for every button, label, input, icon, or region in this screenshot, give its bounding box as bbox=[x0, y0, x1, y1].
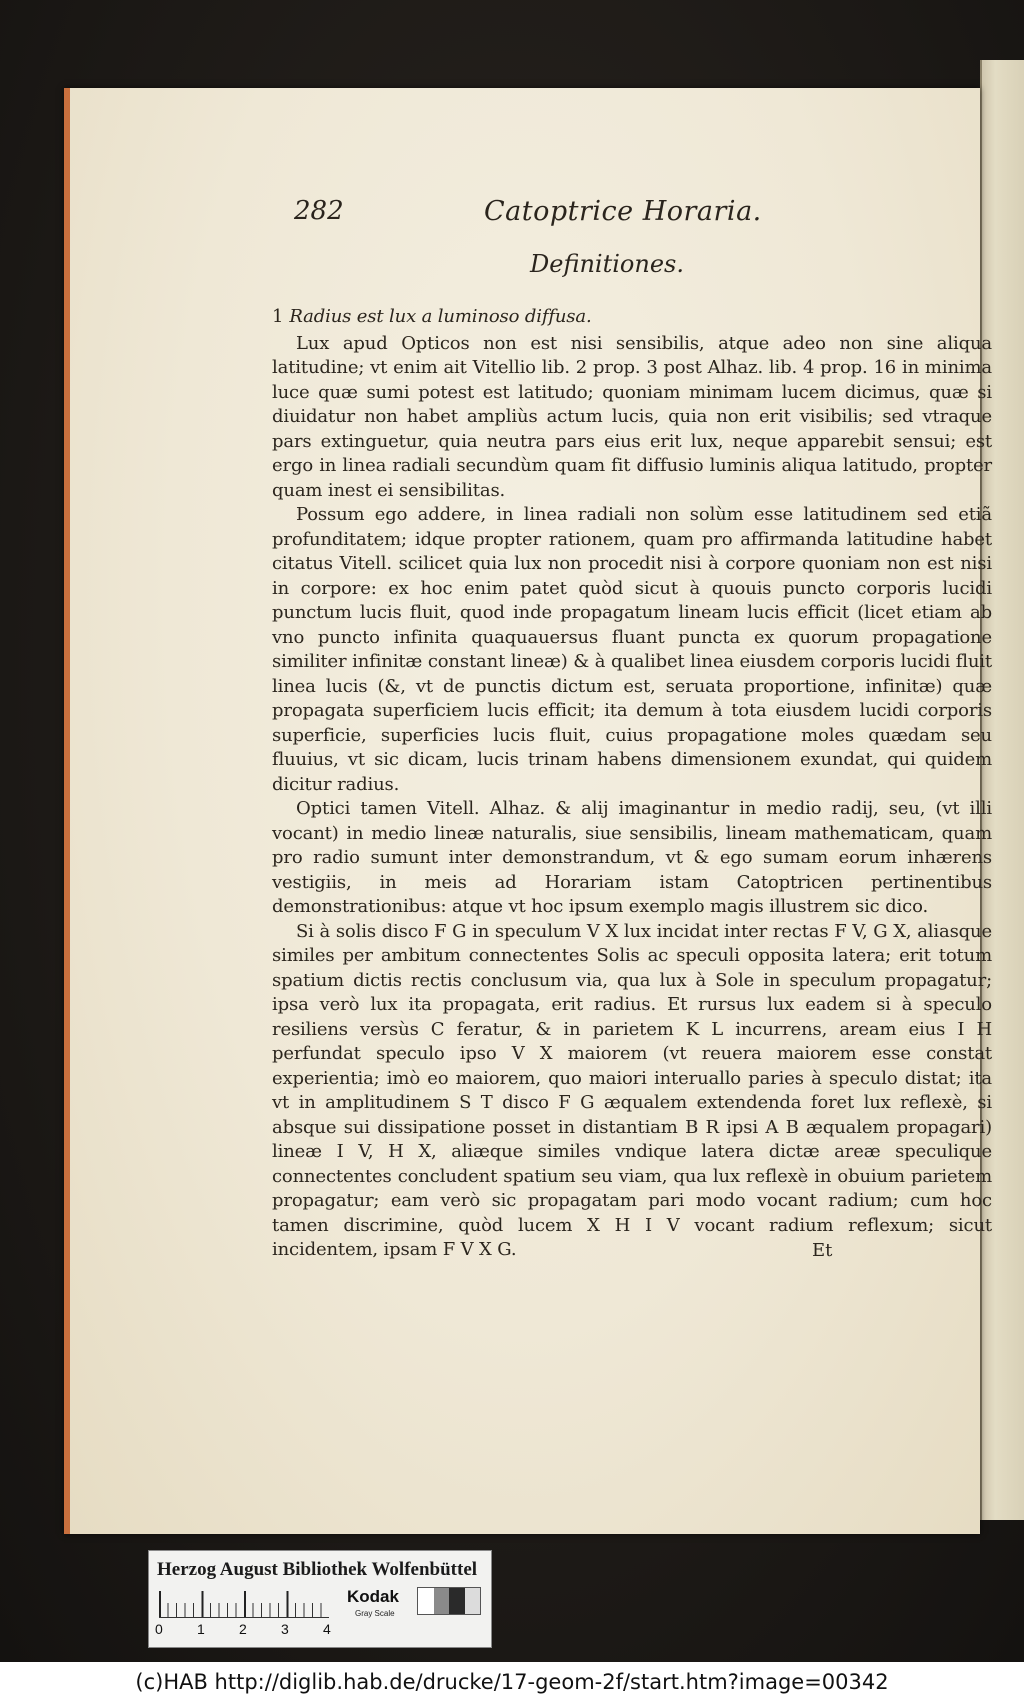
running-head: Catoptrice Horaria. bbox=[484, 196, 762, 227]
book-page bbox=[64, 88, 992, 1534]
library-name: Herzog August Bibliothek Wolfenbüttel bbox=[157, 1559, 478, 1580]
swatch bbox=[465, 1588, 481, 1614]
paragraph: Lux apud Opticos non est nisi sensibilis, atque adeo non sine aliqua latitudine; vt enim ait Vitellio lib. 2 prop. 3 post Alhaz. lib. 4 prop. 16 in minima luce quæ sumi potest est latitudo; quoniam minimam lucem dicimus, quæ si diuidatur non habet ampliùs actum lucis, quia non erit visibilis; sed vtraque pars extinguetur, quia neutra pars eius erit lux, neque apparebit sensui; est ergo in linea radiali secundùm quam fit diffusio luminis aliqua latitudo, propter quam inest ei sensibilitas. bbox=[272, 332, 992, 501]
ruler-tick-label: 0 bbox=[155, 1621, 163, 1637]
ruler-tick-label: 2 bbox=[239, 1621, 247, 1637]
swatch bbox=[418, 1588, 434, 1614]
paragraph: Possum ego addere, in linea radiali non solùm esse latitudinem sed etiã profunditatem; idque propter rationem, quam pro affirmanda latitudine habet citatus Vitell. scilicet quia lux non procedit nisi à corpore quoniam non est nisi in corpore: ex hoc enim patet quòd sicut à quouis puncto corporis lucidi punctum lucis fluit, quod inde propagatum lineam lucis efficit (licet etiam ab vno puncto infinita quaquauersus fluant puncta ex quorum propagatione similiter infinitæ constant lineæ) & à qualibet linea eiusdem corporis lucidi fluit linea lucis (&, vt de punctis dictum est, seruata proportione, infinitæ) quæ propagata superficiem lucis efficit; ita demum à tota eiusdem lucidi corporis superficie, superficies lucis fluit, cuius propagatione moles quædam seu fluuius, vt sic dicam, lucis trinam habens dimensionem exundat, qui quidem dicitur radius. bbox=[272, 504, 992, 795]
paragraph: Si à solis disco F G in speculum V X lux incidat inter rectas F V, G X, aliasque similes per ambitum connectentes Solis ac speculi opposita latera; erit totum spatium dictis rectis conclusum via, qua lux à Sole in speculum propagatur; ipsa verò lux ita propagata, erit radius. Et rursus lux eadem si à speculo resiliens versùs C feratur, & in parietem K L incurrens, aream eius I H perfundat speculo ipso V X maiorem (vt reuera maiorem esse constat experientia; imò eo maiorem, quo maiori interuallo paries à speculo distat; ita vt in amplitudinem S T disco F G æqualem extendenda foret lux reflexè, si absque sui dissipatione posset in distantiam B R ipsi A B æqualem propagari) lineæ I V, H X, aliæque similes vndique latera dictæ areæ speculique connectentes concludent spatium seu viam, qua lux reflexè in obuium parietem propagatur; eam verò sic propagatam pari modo vocant radium; cum hoc tamen discrimine, quòd lucem X H I V vocant radium reflexum; sicut incidentem, ipsam F V X G. bbox=[272, 920, 992, 1260]
ruler-numbers bbox=[155, 1621, 355, 1641]
ruler-tick-label: 4 bbox=[323, 1621, 331, 1637]
swatch bbox=[434, 1588, 450, 1614]
definition-number: 1 bbox=[272, 306, 284, 327]
paragraph: Optici tamen Vitell. Alhaz. & alij imaginantur in medio radij, seu, (vt illi vocant) in medio lineæ naturalis, siue sensibilis, lineam mathematicam, quam pro radio sumunt inter demonstrandum, vt & ego sumam eorum inhærens vestigiis, in meis ad Horariam istam Catoptricen pertinentibus demonstrationibus: atque vt hoc ipsum exemplo magis illustrem sic dico. bbox=[272, 798, 992, 917]
catchword: Et bbox=[812, 1240, 833, 1261]
ruler-tick-label: 3 bbox=[281, 1621, 289, 1637]
section-title: Definitiones. bbox=[530, 250, 684, 278]
kodak-logo: Kodak bbox=[347, 1587, 399, 1606]
body-text bbox=[272, 305, 992, 1263]
definition-text: Radius est lux a luminoso diffusa. bbox=[289, 306, 592, 327]
kodak-subtitle: Gray Scale bbox=[355, 1609, 395, 1618]
color-scale-card bbox=[148, 1550, 492, 1648]
gray-swatches bbox=[417, 1587, 481, 1615]
definition-line bbox=[272, 305, 992, 330]
swatch bbox=[449, 1588, 465, 1614]
ruler-major-ticks bbox=[159, 1591, 329, 1617]
page-number: 282 bbox=[294, 196, 344, 226]
page-header bbox=[294, 196, 854, 236]
page-content bbox=[70, 88, 992, 1534]
ruler-tick-label: 1 bbox=[197, 1621, 205, 1637]
source-footer: (c)HAB http://diglib.hab.de/drucke/17-geom-2f/start.htm?image=00342 bbox=[0, 1662, 1024, 1702]
